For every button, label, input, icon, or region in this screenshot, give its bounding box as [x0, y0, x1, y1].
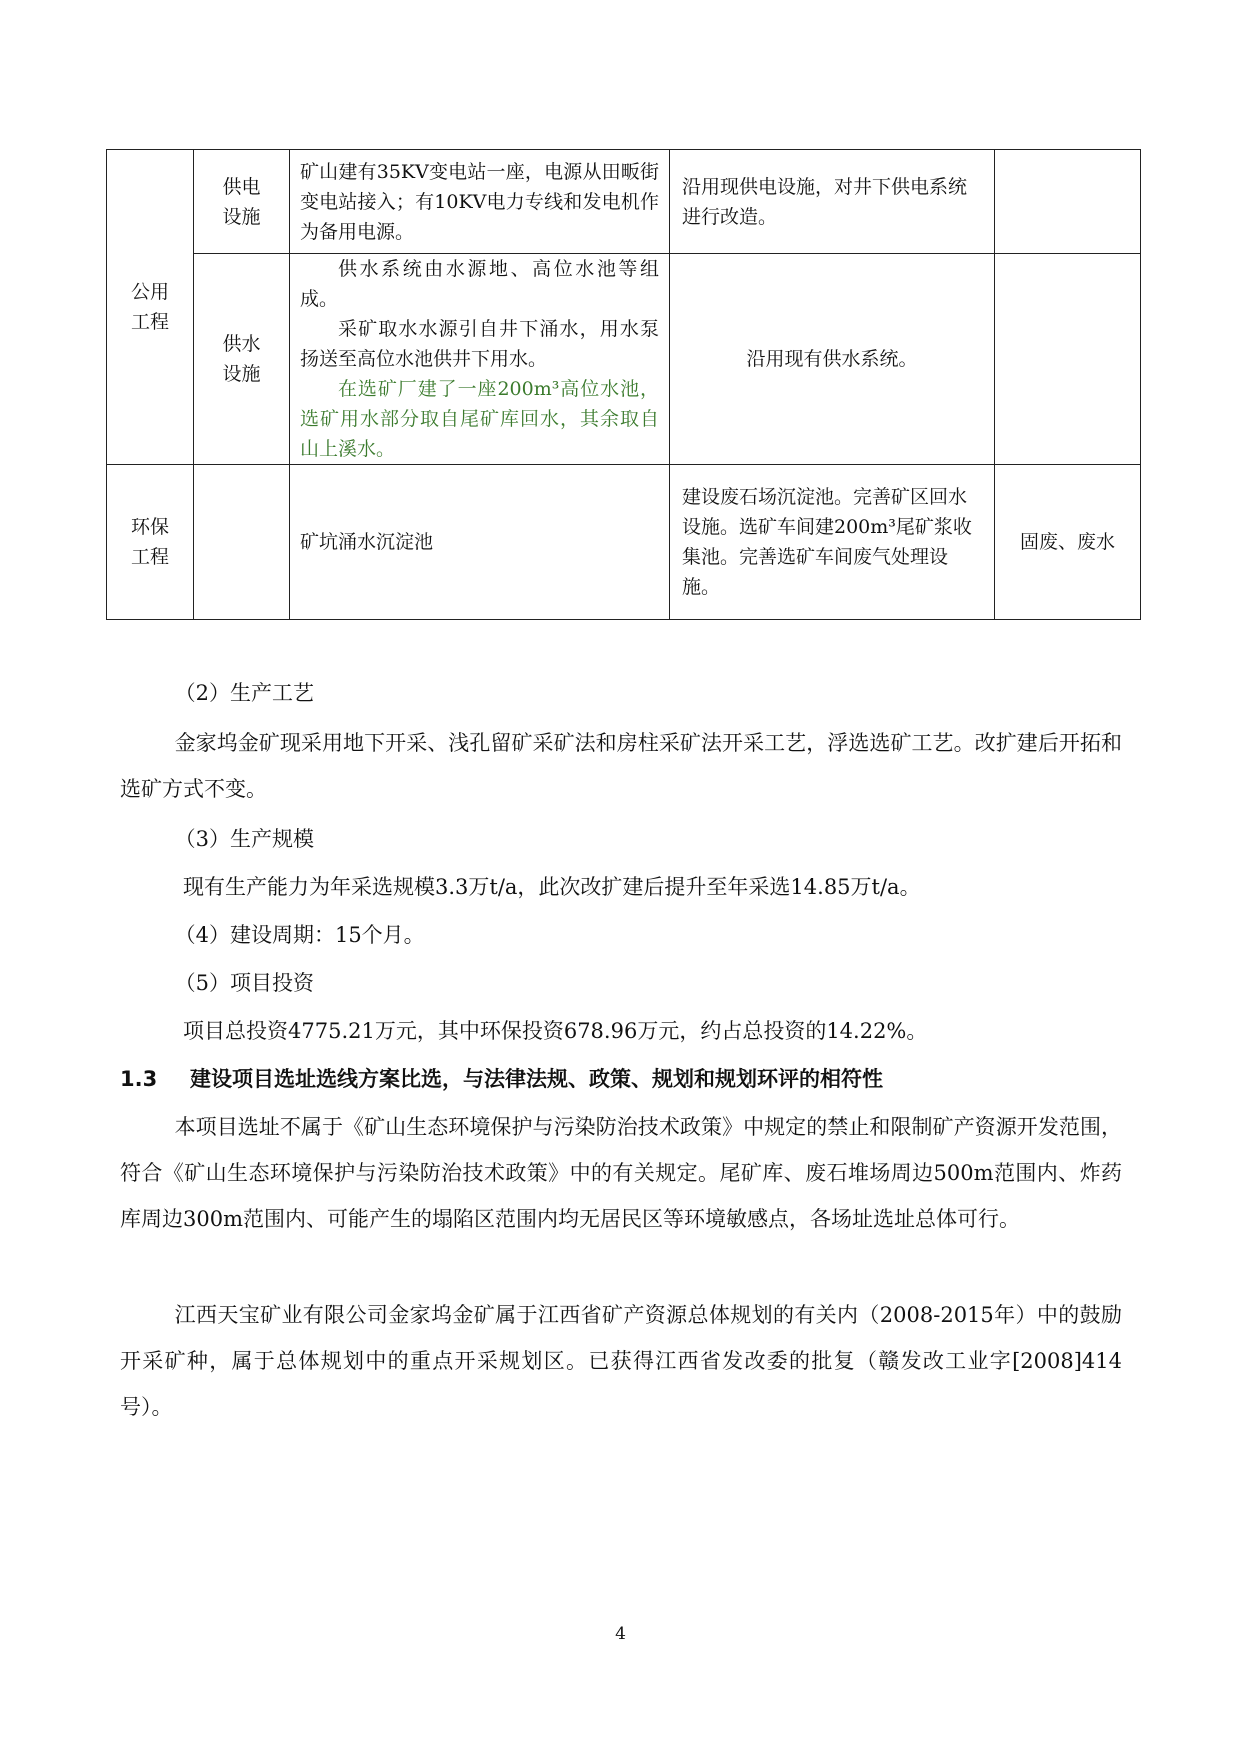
measure-text: 建设废石场沉淀池。完善矿区回水设施。选矿车间建200m³尾矿浆收集池。完善选矿车间废气处理设施。	[682, 486, 972, 598]
note-cell: 固废、废水	[995, 465, 1141, 620]
description-text-highlighted: 在选矿厂建了一座200m³高位水池，选矿用水部分取自尾矿库回水，其余取自山上溪水。	[300, 378, 659, 460]
paragraph-process: 金家坞金矿现采用地下开采、浅孔留矿采矿法和房柱采矿法开采工艺，浮选选矿工艺。改扩建后开拓和选矿方式不变。	[120, 731, 1122, 801]
sub-item-cell	[194, 465, 290, 620]
sub-item-cell	[194, 254, 290, 465]
sub-item-cell	[194, 150, 290, 254]
category-label: 环保 工程	[130, 516, 169, 568]
category-cell	[107, 465, 194, 620]
section-label-investment: （5）项目投资	[174, 971, 314, 995]
paragraph-scale: 现有生产能力为年采选规模3.3万t/a，此次改扩建后提升至年采选14.85万t/a。	[183, 875, 921, 899]
description-text: 矿山建有35KV变电站一座，电源从田畈街变电站接入；有10KV电力专线和发电机作为备用电源。	[300, 160, 659, 243]
measure-text: 沿用现有供水系统。	[746, 348, 918, 370]
note-cell	[995, 150, 1141, 254]
measure-text: 沿用现供电设施，对井下供电系统进行改造。	[682, 175, 968, 228]
page-number: 4	[615, 1624, 626, 1644]
paragraph-site-selection: 本项目选址不属于《矿山生态环境保护与污染防治技术政策》中规定的禁止和限制矿产资源开发范围，符合《矿山生态环境保护与污染防治技术政策》中的有关规定。尾矿库、废石堆场周边500m范围内、炸药库周边300m范围内、可能产生的塌陷区范围内均无居民区等环境敏感点，各场址选址总体可行。	[120, 1115, 1122, 1231]
measure-cell	[670, 465, 995, 620]
project-composition-table	[106, 149, 1141, 620]
sub-item-label: 供水 设施	[222, 333, 261, 385]
section-heading	[120, 1056, 883, 1102]
section-title: 建设项目选址选线方案比选，与法律法规、政策、规划和规划环评的相符性	[190, 1067, 883, 1091]
paragraph-investment: 项目总投资4775.21万元，其中环保投资678.96万元，约占总投资的14.22%。	[183, 1019, 928, 1043]
description-cell	[290, 254, 670, 465]
category-cell	[107, 150, 194, 465]
sub-item-label: 供电 设施	[222, 175, 261, 228]
description-cell	[290, 465, 670, 620]
description-text: 采矿取水水源引自井下涌水，用水泵扬送至高位水池供井下用水。	[300, 318, 659, 370]
section-label-period: （4）建设周期：15个月。	[174, 923, 425, 947]
table-row	[107, 150, 1141, 254]
description-text: 供水系统由水源地、高位水池等组成。	[300, 258, 659, 310]
section-number: 1.3	[120, 1067, 158, 1091]
table-row	[107, 465, 1141, 620]
section-label-scale: （3）生产规模	[174, 827, 314, 851]
section-label-process: （2）生产工艺	[174, 681, 314, 705]
measure-cell	[670, 254, 995, 465]
description-text: 矿坑涌水沉淀池	[300, 531, 434, 553]
table-row	[107, 254, 1141, 465]
paragraph-planning: 江西天宝矿业有限公司金家坞金矿属于江西省矿产资源总体规划的有关内（2008-2015年）中的鼓励开采矿种，属于总体规划中的重点开采规划区。已获得江西省发改委的批复（赣发改工业字[2008]414号）。	[120, 1303, 1122, 1419]
measure-cell	[670, 150, 995, 254]
description-cell	[290, 150, 670, 254]
note-cell	[995, 254, 1141, 465]
category-label: 公用 工程	[130, 281, 169, 333]
